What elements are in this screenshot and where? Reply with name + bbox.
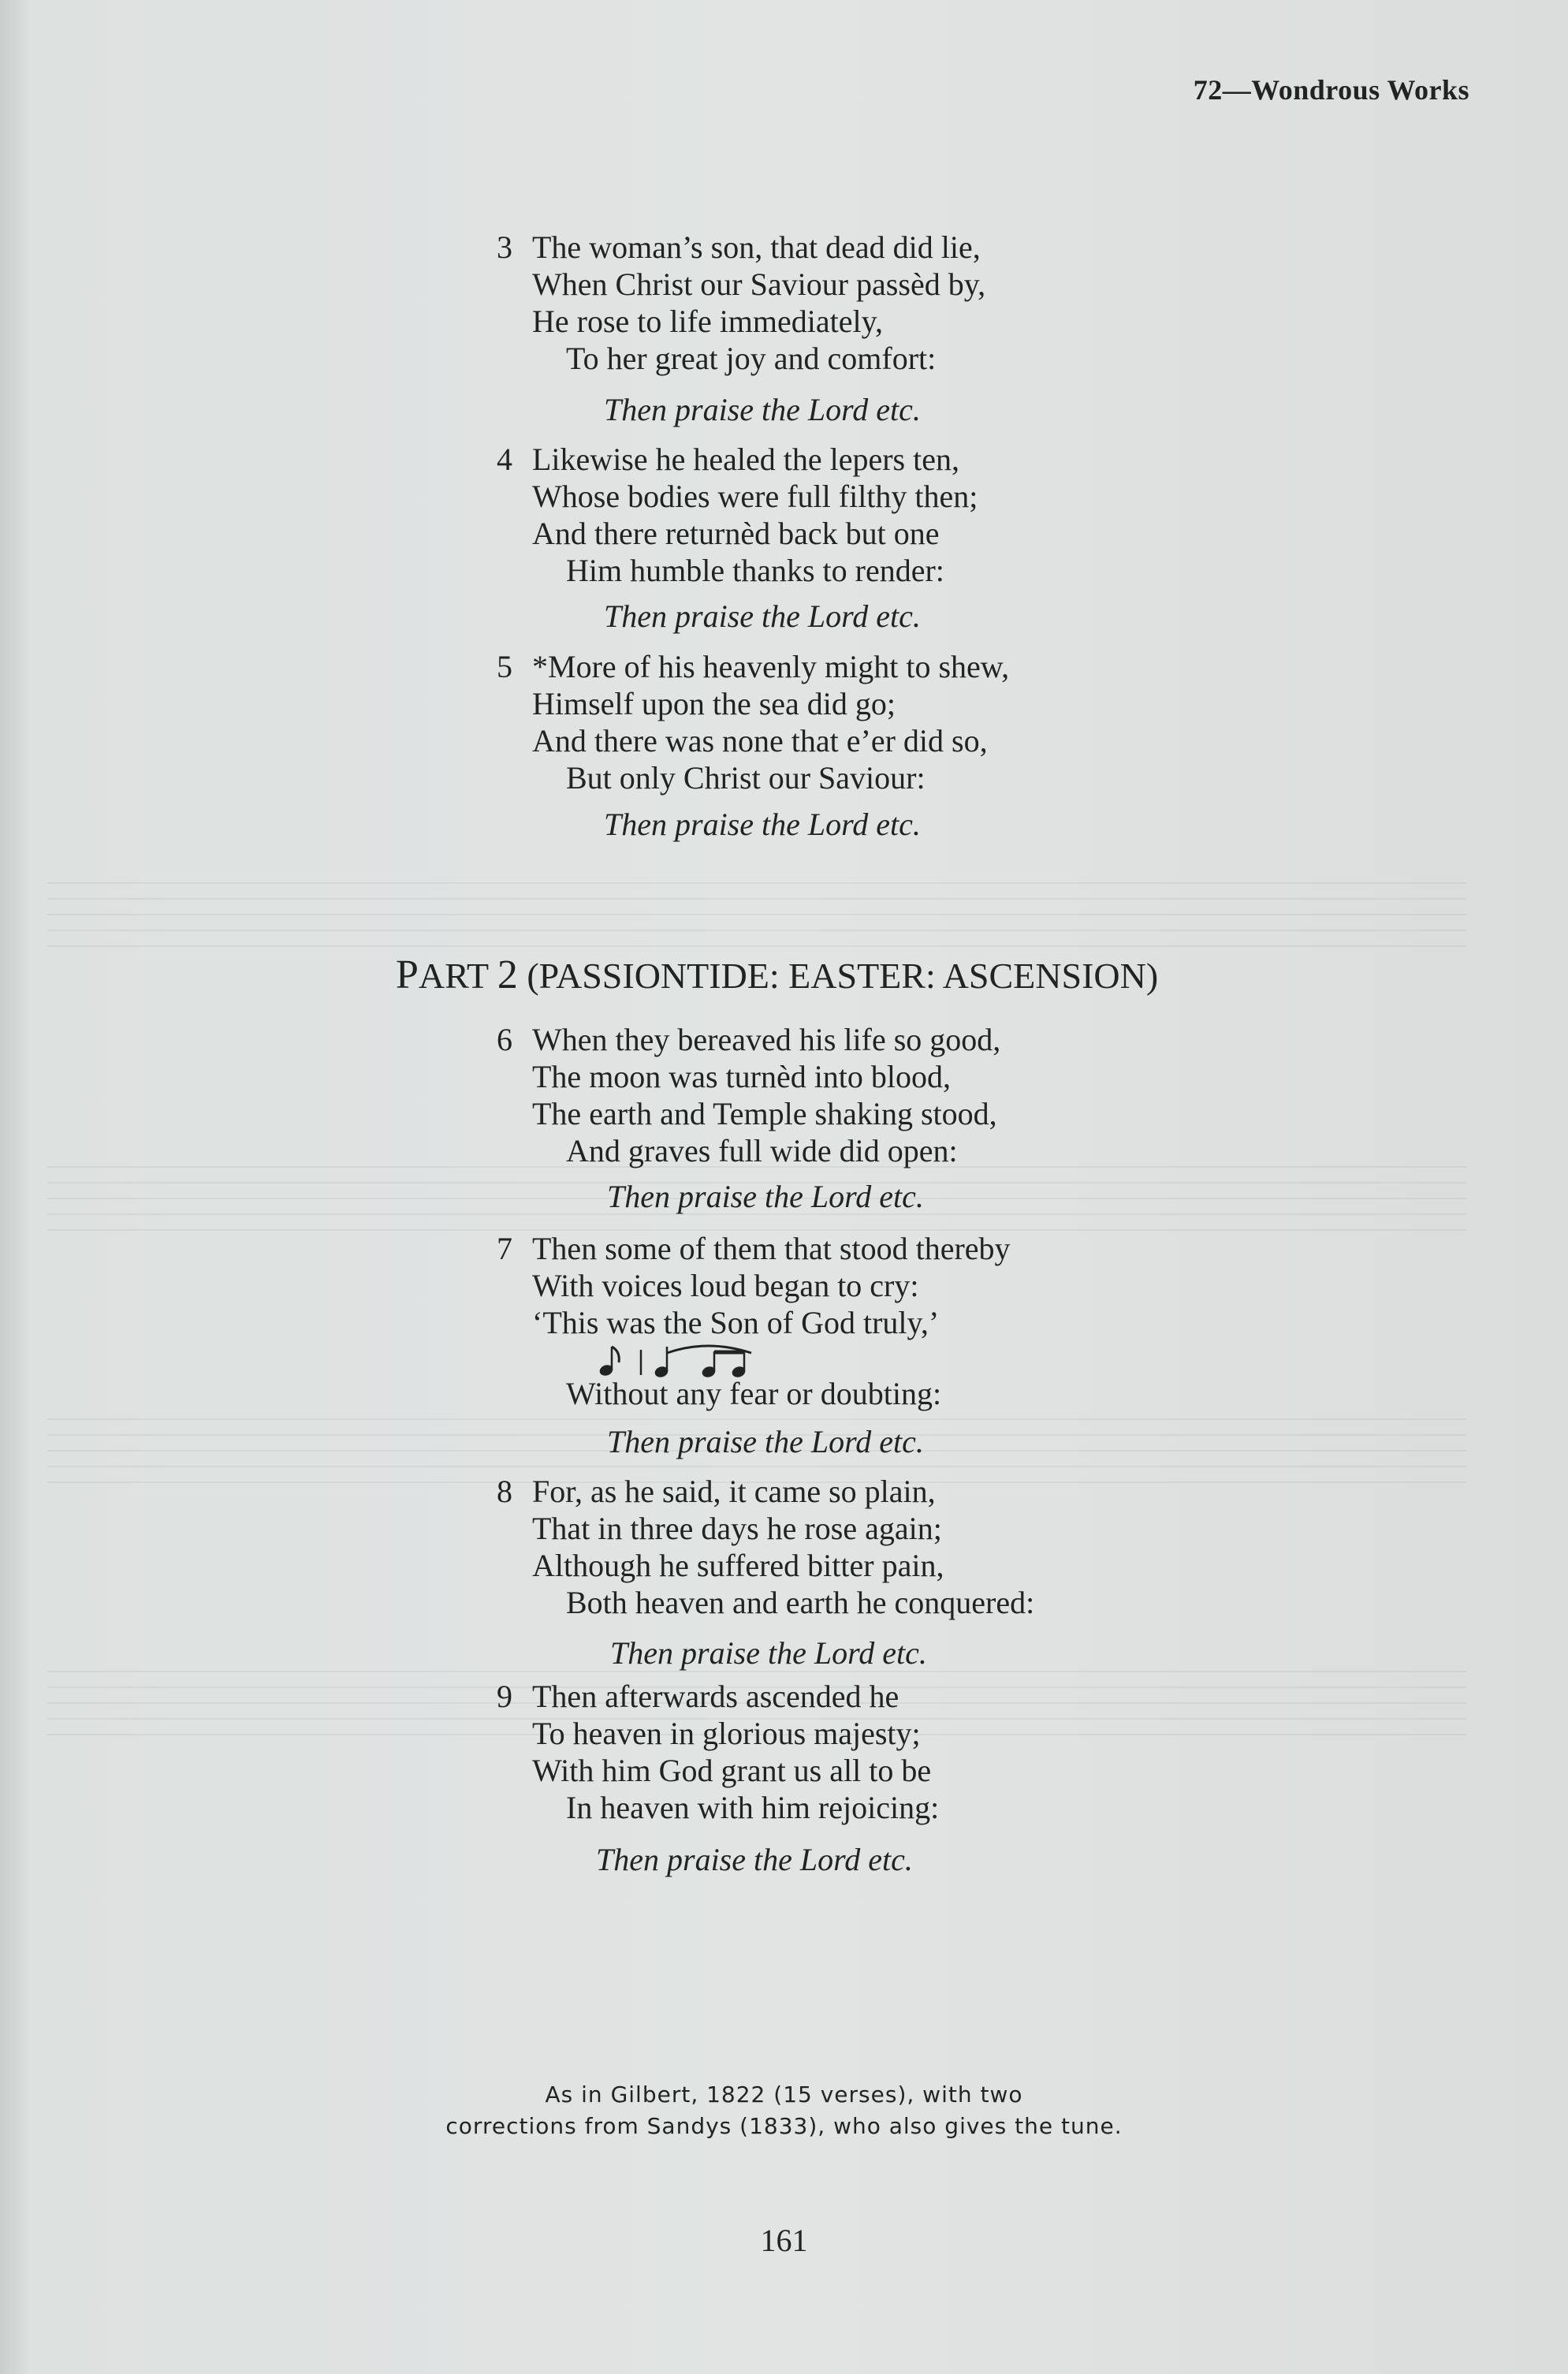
verse-number: 7: [497, 1231, 512, 1266]
verse-line: And there returnèd back but one: [532, 516, 940, 551]
running-head: 72—Wondrous Works: [1193, 74, 1469, 106]
refrain: Then praise the Lord etc.: [610, 1635, 927, 1671]
verse-line: 3 The woman’s son, that dead did lie,: [497, 229, 981, 265]
eighth-note-flag: [612, 1347, 619, 1362]
verse-line: 8 For, as he said, it came so plain,: [497, 1474, 936, 1509]
verse-number: 4: [497, 442, 512, 477]
verse-line: Whose bodies were full filthy then;: [532, 479, 978, 514]
refrain: Then praise the Lord etc.: [604, 598, 921, 634]
verse-line: When Christ our Saviour passèd by,: [532, 266, 986, 302]
verse-line: With him God grant us all to be: [532, 1753, 932, 1788]
verse-line: But only Christ our Saviour:: [566, 760, 926, 796]
verse-line: To heaven in glorious majesty;: [532, 1716, 921, 1751]
verse-line: And there was none that e’er did so,: [532, 723, 988, 758]
verse-line: 4 Likewise he healed the lepers ten,: [497, 442, 959, 477]
verse-line: 7 Then some of them that stood thereby: [497, 1231, 1011, 1266]
verse-line: Himself upon the sea did go;: [532, 686, 896, 721]
refrain: Then praise the Lord etc.: [604, 392, 921, 427]
verse-line: 5 *More of his heavenly might to shew,: [497, 649, 1010, 684]
verse-line: Him humble thanks to render:: [566, 553, 944, 588]
verse-line: And graves full wide did open:: [566, 1133, 958, 1168]
verse-7: [497, 1230, 1011, 1412]
verse-line: In heaven with him rejoicing:: [566, 1790, 940, 1825]
verse-number: 8: [497, 1474, 512, 1509]
heading-number: 2: [497, 952, 518, 997]
verse-line: ‘This was the Son of God truly,’: [532, 1305, 940, 1340]
verse-line: The earth and Temple shaking stood,: [532, 1096, 997, 1131]
heading-initial: P: [396, 952, 419, 997]
refrain: Then praise the Lord etc.: [607, 1424, 924, 1459]
refrain: Then praise the Lord etc.: [604, 807, 921, 842]
footnote-line: As in Gilbert, 1822 (15 verses), with two: [545, 2081, 1023, 2108]
verse-line: Without any fear or doubting:: [566, 1376, 942, 1411]
verse-4: [497, 441, 978, 589]
verse-8: [497, 1473, 1034, 1621]
part-2-heading: [396, 952, 1158, 998]
page-number: 161: [760, 2223, 808, 2258]
verse-line: 6 When they bereaved his life so good,: [497, 1022, 1001, 1057]
heading-subtitle: (PASSIONTIDE: EASTER: ASCENSION): [527, 956, 1159, 996]
verse-6: [497, 1021, 1000, 1169]
heading-word: ART: [418, 956, 489, 996]
source-footnote: [0, 2079, 1568, 2142]
verse-number: 5: [497, 649, 512, 684]
verse-line: He rose to life immediately,: [532, 304, 884, 339]
refrain: Then praise the Lord etc.: [607, 1179, 924, 1214]
verse-line: That in three days he rose again;: [532, 1511, 942, 1546]
refrain: Then praise the Lord etc.: [596, 1842, 913, 1877]
verse-number: 6: [497, 1022, 512, 1057]
verse-line: With voices loud began to cry:: [532, 1268, 919, 1303]
verse-9: [497, 1678, 939, 1826]
verse-line: Although he suffered bitter pain,: [532, 1548, 944, 1583]
verse-line: 9 Then afterwards ascended he: [497, 1679, 899, 1714]
verse-5: [497, 648, 1009, 796]
footnote-line: corrections from Sandys (1833), who also gives the tune.: [445, 2113, 1123, 2139]
rhythm-notation: [597, 1342, 762, 1378]
verse-number: 9: [497, 1679, 512, 1714]
verse-3: [497, 229, 985, 377]
verse-line: Both heaven and earth he conquered:: [566, 1585, 1035, 1620]
verse-line: To her great joy and comfort:: [566, 341, 937, 376]
verse-number: 3: [497, 229, 512, 265]
verse-line: The moon was turnèd into blood,: [532, 1059, 952, 1094]
